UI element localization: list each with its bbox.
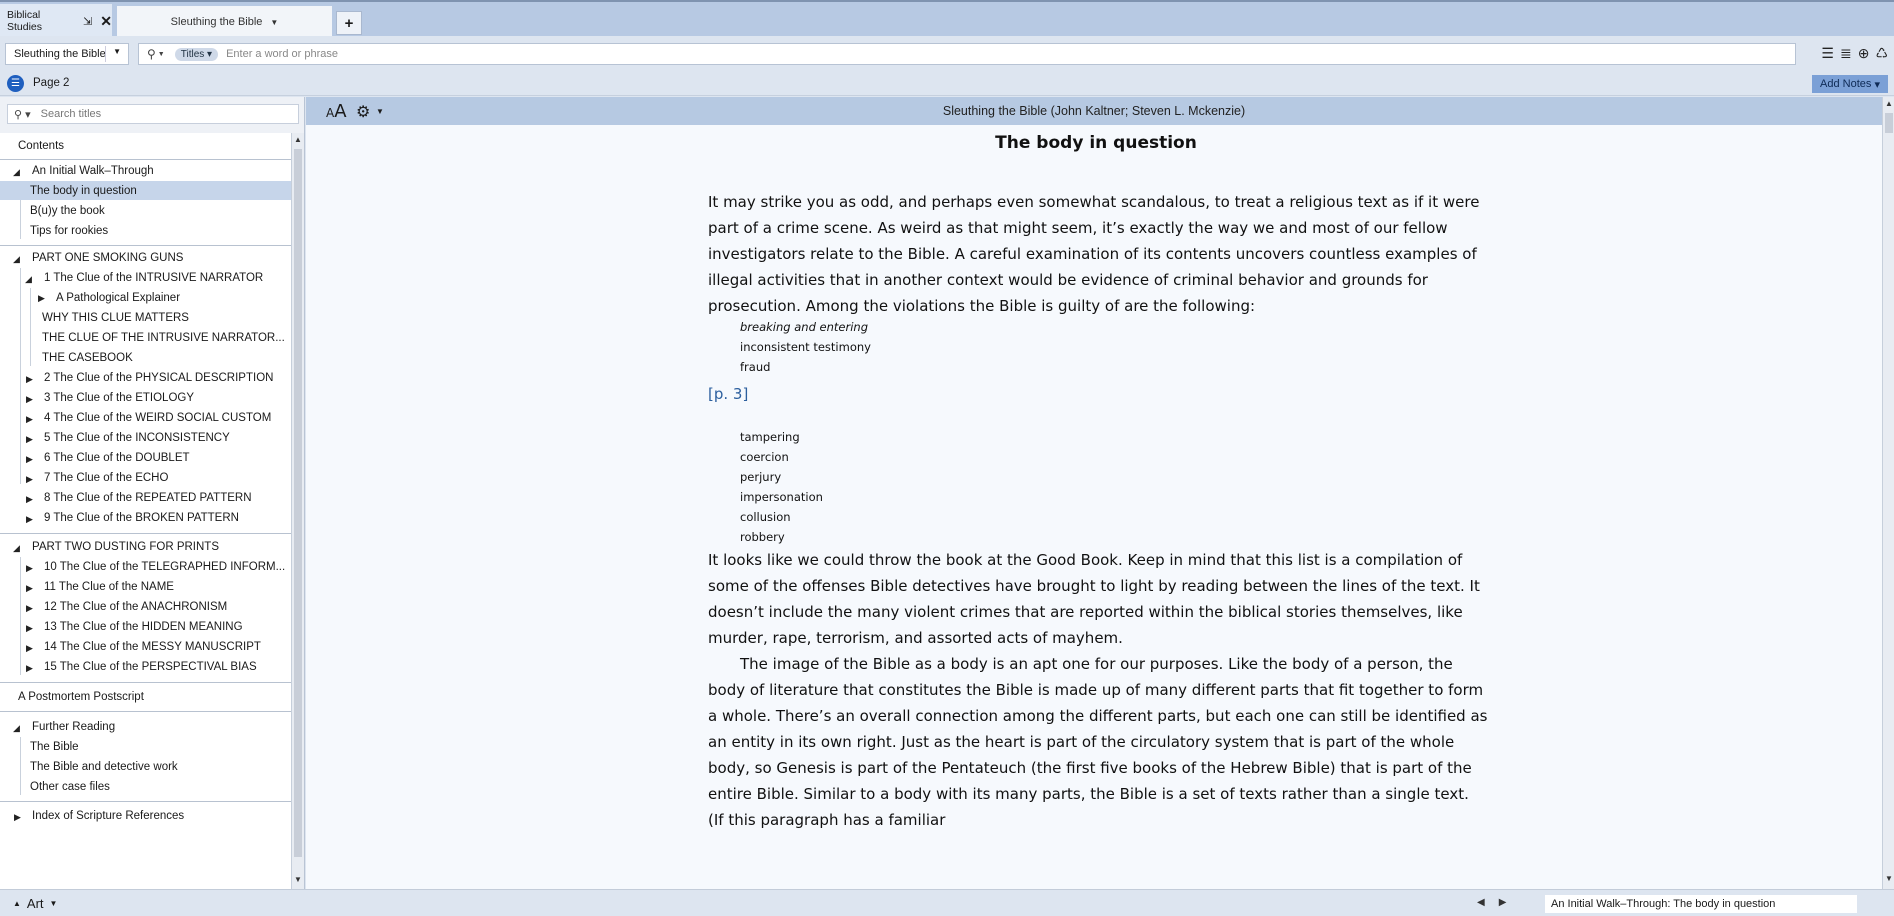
divider [0, 801, 291, 802]
tab-sleuthing-the-bible[interactable] [117, 6, 332, 38]
offense-list [740, 427, 823, 547]
toc-pathological-explainer[interactable]: A Pathological Explainer [56, 291, 181, 304]
new-tab-button[interactable]: + [336, 11, 362, 35]
toc-chapter-9[interactable]: 9 The Clue of the BROKEN PATTERN [44, 511, 239, 524]
tab-label: Sleuthing the Bible [170, 16, 263, 28]
page-nav [1477, 897, 1520, 908]
scroll-down-icon[interactable]: ▼ [294, 875, 302, 884]
paragraph: It looks like we could throw the book at the Good Book. Keep in mind that this list is a compilation of some of the offenses Bible detectives have brought to light by reading between the lines of the text. It doesn’t include the many violent crimes that are reported within the biblical stories themselves, like murder, rape, terrorism, and assorted acts of mayhem. [708, 551, 1480, 647]
reader-header [306, 97, 1882, 125]
chevron-down-icon[interactable]: ▼ [157, 50, 165, 58]
toc-chapter-13[interactable]: 13 The Clue of the HIDDEN MEANING [44, 620, 243, 633]
paragraph: The image of the Bible as a body is an apt one for our purposes. Like the body of a person, the body of literature that constitutes the Bible is made up of many different parts that fit together to form a whole. There’s an overall connection among the different parts, but each one can still be identified as an entity in its own right. Just as the heart is part of the circulatory system that is part of the whole body, so Genesis is part of the Pentateuch (the first five books of the Hebrew Bible) that is part of the entire Bible. Similar to a body with its many parts, the Bible is a set of texts rather than a single text. (If this paragraph has a familiar [708, 655, 1488, 829]
left-panel [0, 97, 305, 889]
list-item: coercion [740, 450, 789, 464]
scroll-up-icon[interactable]: ▲ [294, 135, 302, 144]
search-icon[interactable]: ⚲ ▾ [14, 108, 31, 121]
toc-chapter-10[interactable]: 10 The Clue of the TELEGRAPHED INFORM... [44, 560, 286, 573]
lines-icon[interactable]: ☰ [1821, 45, 1834, 61]
title-search-box[interactable] [7, 104, 299, 124]
scope-titles-pill[interactable]: Titles ▾ [175, 48, 218, 61]
chevron-down-icon[interactable]: ▼ [270, 17, 279, 27]
toc-tips-for-rookies[interactable]: Tips for rookies [30, 224, 109, 237]
toc-buy-the-book[interactable]: B(u)y the book [30, 204, 105, 217]
toc-clue-intrusive-narrator[interactable]: THE CLUE OF THE INTRUSIVE NARRATOR... [42, 331, 285, 344]
search-box[interactable] [138, 43, 1796, 65]
book-content [708, 125, 1608, 889]
toolbar-icons [1821, 45, 1888, 62]
scroll-down-icon[interactable]: ▼ [1885, 874, 1893, 883]
chevron-down-icon[interactable]: ▼ [49, 899, 58, 908]
chevron-down-icon[interactable]: ▼ [113, 47, 121, 56]
toc-further-reading[interactable]: Further Reading [32, 720, 116, 733]
recycle-icon[interactable]: ♺ [1875, 45, 1888, 61]
expand-icon[interactable]: ▶ [26, 514, 33, 524]
toc-chapter-14[interactable]: 14 The Clue of the MESSY MANUSCRIPT [44, 640, 261, 653]
expand-icon[interactable]: ▶ [26, 454, 33, 464]
toc-part-two[interactable]: PART TWO DUSTING FOR PRINTS [32, 540, 219, 553]
collapse-icon[interactable]: ◢ [13, 167, 20, 177]
expand-icon[interactable]: ▶ [26, 563, 33, 573]
list-icon[interactable]: ≣ [1839, 45, 1852, 61]
collapse-icon[interactable]: ◢ [13, 543, 20, 553]
toc-chapter-3[interactable]: 3 The Clue of the ETIOLOGY [44, 391, 194, 404]
page-marker[interactable]: [p. 3] [708, 385, 749, 403]
font-size-icon[interactable] [326, 101, 347, 122]
expand-icon[interactable]: ▶ [26, 474, 33, 484]
expand-icon[interactable]: ▶ [26, 494, 33, 504]
expand-icon[interactable]: ▶ [26, 623, 33, 633]
divider [105, 46, 106, 62]
divider [0, 159, 291, 160]
expand-icon[interactable]: ▶ [26, 394, 33, 404]
toc-part-one[interactable]: PART ONE SMOKING GUNS [32, 251, 184, 264]
toc-chapter-15[interactable]: 15 The Clue of the PERSPECTIVAL BIAS [44, 660, 257, 673]
list-item: collusion [740, 510, 791, 524]
toc-chapter-12[interactable]: 12 The Clue of the ANACHRONISM [44, 600, 228, 613]
page-label: Page 2 [33, 77, 70, 89]
toc-index-scripture[interactable]: Index of Scripture References [32, 809, 185, 822]
toc-casebook[interactable]: THE CASEBOOK [42, 351, 133, 364]
tree-line [20, 268, 21, 484]
collapse-icon[interactable]: ◢ [13, 254, 20, 264]
resource-select[interactable] [5, 43, 129, 65]
list-item: breaking and entering [740, 320, 868, 334]
expand-icon[interactable]: ▶ [14, 812, 21, 822]
search-input[interactable] [224, 47, 1524, 61]
paragraph: It may strike you as odd, and perhaps even somewhat scandalous, to treat a religious text as if it were part of a crime scene. As weird as that might seem, it’s exactly the way we and most of our fellow investigators relate to the Bible. A careful examination of its contents uncovers countless examples of illegal activities that in another context would be evidence of criminal behavior and grounds for prosecution. Among the violations the Bible is guilty of are the following: [708, 193, 1480, 315]
toc-bible-and-detective-work[interactable]: The Bible and detective work [30, 760, 178, 773]
divider [0, 533, 291, 534]
toc-chapter-1[interactable]: 1 The Clue of the INTRUSIVE NARRATOR [44, 271, 264, 284]
location-field[interactable]: An Initial Walk–Through: The body in question [1545, 895, 1857, 913]
list-item: robbery [740, 530, 785, 544]
toc-chapter-11[interactable]: 11 The Clue of the NAME [44, 580, 174, 593]
scroll-up-icon[interactable]: ▲ [1885, 99, 1893, 108]
list-item: perjury [740, 470, 782, 484]
collapse-icon[interactable]: ◢ [13, 723, 20, 733]
tab-bar [0, 0, 1894, 36]
page-row [0, 72, 1894, 96]
scrollbar-thumb[interactable] [294, 149, 302, 857]
toc-chapter-8[interactable]: 8 The Clue of the REPEATED PATTERN [44, 491, 252, 504]
toc-why-this-clue-matters[interactable]: WHY THIS CLUE MATTERS [42, 311, 189, 324]
gear-icon[interactable]: ⚙ [356, 104, 371, 121]
toc-chapter-2[interactable]: 2 The Clue of the PHYSICAL DESCRIPTION [44, 371, 274, 384]
expand-icon[interactable]: ▶ [26, 663, 33, 673]
expand-icon[interactable]: ▶ [26, 643, 33, 653]
divider [0, 245, 291, 246]
plus-circle-icon[interactable]: ⊕ [1857, 45, 1870, 61]
scrollbar-thumb[interactable] [1885, 113, 1893, 133]
list-item: tampering [740, 430, 800, 444]
book-title: Sleuthing the Bible (John Kaltner; Steven L. Mckenzie) [942, 104, 1246, 118]
table-of-contents [0, 133, 291, 889]
reader-pane [306, 97, 1894, 889]
font-size-small-glyph: A [326, 106, 335, 120]
toc-other-case-files[interactable]: Other case files [30, 780, 110, 793]
toc-body-in-question[interactable]: The body in question [0, 181, 291, 200]
previous-icon[interactable]: ◀ [1477, 897, 1499, 908]
close-icon[interactable]: ✕ [100, 12, 112, 29]
status-bar [0, 889, 1894, 916]
toc-walk-through[interactable]: An Initial Walk–Through [32, 164, 154, 177]
tab-biblical-studies[interactable] [0, 4, 112, 38]
add-notes-button[interactable]: Add Notes ▾ [1812, 75, 1888, 93]
toc-chapter-4[interactable]: 4 The Clue of the WEIRD SOCIAL CUSTOM [44, 411, 272, 424]
resource-select-value: Sleuthing the Bible [14, 48, 106, 60]
tree-line [20, 737, 21, 795]
tab-label: Biblical Studies [7, 9, 43, 33]
chapter-title: The body in question [995, 133, 1197, 153]
toc-postmortem-postscript[interactable]: A Postmortem Postscript [18, 690, 144, 703]
toc-scrollbar[interactable] [291, 133, 304, 889]
scope-label: Titles [180, 48, 205, 60]
divider [0, 711, 291, 712]
collapse-icon[interactable]: ◢ [25, 274, 32, 284]
chevron-up-icon[interactable]: ▲ [13, 899, 21, 908]
art-label: Art [26, 896, 44, 911]
list-item: impersonation [740, 490, 823, 504]
toc-chapter-6[interactable]: 6 The Clue of the DOUBLET [44, 451, 190, 464]
chevron-down-icon[interactable]: ▼ [376, 107, 384, 116]
offense-list [740, 317, 871, 377]
expand-icon[interactable]: ▶ [26, 434, 33, 444]
toc-contents[interactable]: Contents [18, 139, 65, 152]
toc-the-bible[interactable]: The Bible [30, 740, 79, 753]
expand-icon[interactable]: ▶ [26, 583, 33, 593]
expand-icon[interactable]: ▶ [26, 374, 33, 384]
list-item: inconsistent testimony [740, 340, 871, 354]
search-icon[interactable]: ⚲ [147, 47, 156, 61]
title-search-input[interactable] [39, 107, 279, 121]
search-row [0, 36, 1894, 72]
divider [0, 682, 291, 683]
tree-line [20, 557, 21, 675]
art-dropdown[interactable] [13, 896, 57, 911]
pin-icon[interactable]: ⇲ [83, 15, 93, 28]
toc-chapter-7[interactable]: 7 The Clue of the ECHO [44, 471, 169, 484]
add-notes-label: Add Notes [1820, 78, 1872, 90]
expand-icon[interactable]: ▶ [26, 414, 33, 424]
reader-scrollbar[interactable] [1882, 97, 1894, 889]
table-of-contents-icon[interactable]: ☰ [7, 75, 24, 92]
list-item: fraud [740, 360, 771, 374]
toc-chapter-5[interactable]: 5 The Clue of the INCONSISTENCY [44, 431, 230, 444]
expand-icon[interactable]: ▶ [38, 293, 45, 303]
next-icon[interactable]: ▶ [1498, 897, 1521, 908]
tree-line [30, 288, 31, 366]
expand-icon[interactable]: ▶ [26, 603, 33, 613]
font-size-large-glyph: A [334, 101, 347, 122]
